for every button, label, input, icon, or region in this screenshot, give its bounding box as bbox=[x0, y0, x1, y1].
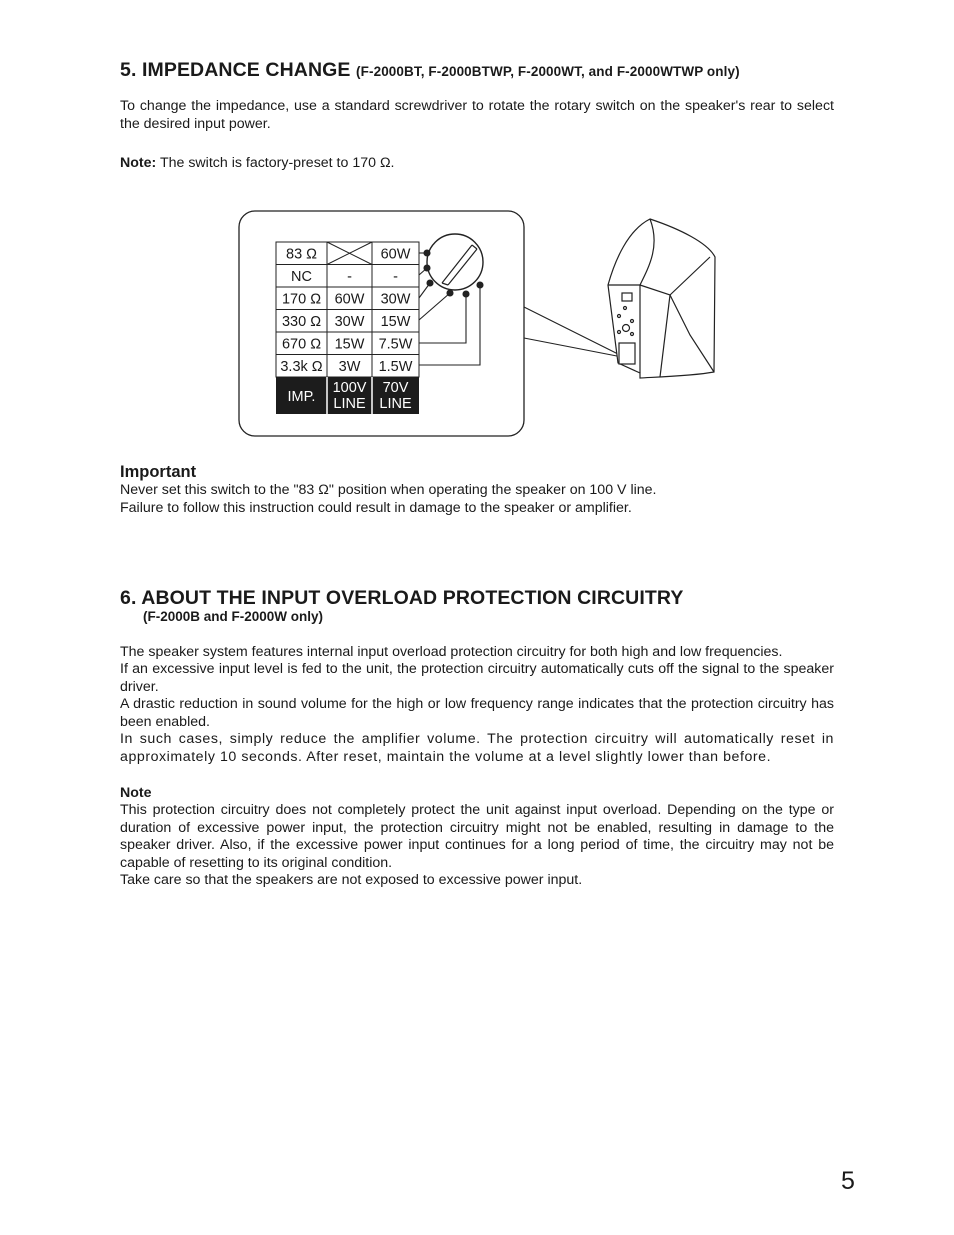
section5-heading bbox=[120, 59, 740, 83]
section6-note-p1: This protection circuitry does not completely protect the unit against input overload. Depending on the type or duration of excessive power input, the protection circuitry might not be enabled, resulting in damage to the speaker driver. Also, if the excessive power input continues for a long period of time, the circuitry may not be capable of resetting to its original condition. bbox=[120, 802, 834, 871]
section6-p2: If an excessive input level is fed to the unit, the protection circuitry automatically cuts off the signal to the speaker driver. bbox=[120, 661, 834, 695]
speaker-rear-icon bbox=[608, 219, 715, 378]
switch-contacts bbox=[419, 250, 483, 365]
impedance-figure bbox=[230, 205, 730, 445]
cell-70v-2: 30W bbox=[380, 291, 411, 308]
cell-100v-1: - bbox=[347, 269, 352, 285]
cell-100v-4: 15W bbox=[334, 336, 365, 353]
note-label: Note: bbox=[120, 155, 157, 171]
header-100v-line1: 100V bbox=[332, 380, 367, 396]
cell-100v-3: 30W bbox=[334, 314, 365, 330]
section6-note-p2: Take care so that the speakers are not exposed to excessive power input. bbox=[120, 872, 583, 888]
section5-title: 5. IMPEDANCE CHANGE bbox=[120, 59, 351, 81]
header-70v-line2: LINE bbox=[379, 396, 412, 412]
section6-title: 6. ABOUT THE INPUT OVERLOAD PROTECTION CIRCUITRY bbox=[120, 587, 684, 609]
section5-body: To change the impedance, use a standard screwdriver to rotate the rotary switch on the speaker's rear to select the desired input power. bbox=[120, 98, 834, 132]
section6-p4: In such cases, simply reduce the amplifier volume. The protection circuitry will automatically reset in approximately 10 seconds. After reset, maintain the volume at a level slightly lower than before. bbox=[120, 731, 834, 765]
cell-100v-5: 3W bbox=[338, 359, 361, 375]
important-line1: Never set this switch to the "83 Ω" position when operating the speaker on 100 V line. bbox=[120, 482, 657, 498]
cell-imp-1: NC bbox=[291, 269, 312, 285]
section6-models: (F-2000B and F-2000W only) bbox=[143, 609, 324, 624]
section5-note bbox=[120, 155, 395, 173]
cell-imp-4: 670 Ω bbox=[281, 336, 322, 353]
page-number: 5 bbox=[841, 1167, 855, 1195]
cell-imp-5: 3.3k Ω bbox=[280, 359, 323, 375]
header-imp: IMP. bbox=[287, 389, 316, 405]
cell-70v-3: 15W bbox=[380, 314, 411, 330]
section5-models: (F-2000BT, F-2000BTWP, F-2000WT, and F-2000WTWP only) bbox=[356, 64, 740, 79]
cell-100v-2: 60W bbox=[334, 291, 365, 308]
note-text: The switch is factory-preset to 170 Ω. bbox=[156, 155, 395, 171]
header-70v-line1: 70V bbox=[382, 380, 409, 396]
cell-70v-1: - bbox=[393, 269, 398, 285]
header-100v-line2: LINE bbox=[333, 396, 366, 412]
cell-imp-3: 330 Ω bbox=[281, 314, 322, 330]
section6-note-heading: Note bbox=[120, 785, 152, 801]
cell-imp-0: 83 Ω bbox=[286, 246, 317, 263]
section6-p3: A drastic reduction in sound volume for the high or low frequency range indicates that the protection circuitry has been enabled. bbox=[120, 696, 834, 730]
important-heading: Important bbox=[120, 463, 197, 481]
cell-70v-0: 60W bbox=[380, 246, 411, 263]
important-line2: Failure to follow this instruction could result in damage to the speaker or amplifier. bbox=[120, 500, 632, 516]
cell-70v-4: 7.5W bbox=[378, 336, 413, 353]
cell-70v-5: 1.5W bbox=[378, 359, 413, 375]
cell-imp-2: 170 Ω bbox=[281, 291, 322, 308]
rotary-switch-icon bbox=[427, 234, 483, 290]
section6-p1: The speaker system features internal input overload protection circuitry for both high and low frequencies. bbox=[120, 644, 783, 660]
callout-leader bbox=[524, 307, 622, 357]
